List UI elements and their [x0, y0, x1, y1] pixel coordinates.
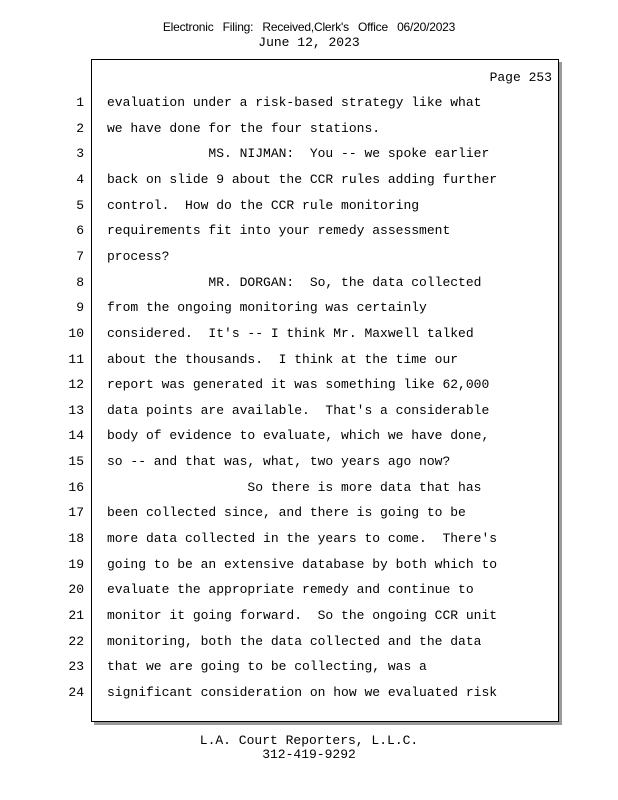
transcript-line: so -- and that was, what, two years ago now? [107, 454, 451, 469]
transcript-line: monitor it going forward. So the ongoing CCR unit [107, 608, 498, 623]
page-number: Page 253 [489, 70, 552, 85]
line-number: 23 [68, 659, 84, 674]
reporter-firm: L.A. Court Reporters, L.L.C. [199, 733, 419, 748]
line-number: 3 [76, 146, 84, 161]
transcript-line: body of evidence to evaluate, which we have done, [107, 428, 490, 443]
transcript-line: considered. It's -- I think Mr. Maxwell talked [107, 326, 474, 341]
transcript-line: more data collected in the years to come. There's [107, 531, 498, 546]
line-number: 6 [76, 223, 84, 238]
line-number: 4 [76, 172, 84, 187]
transcript-line: about the thousands. I think at the time our [107, 352, 459, 367]
transcript-line: we have done for the four stations. [107, 121, 381, 136]
line-number: 10 [68, 326, 84, 341]
transcript-line: MR. DORGAN: So, the data collected [107, 275, 482, 290]
transcript-line: been collected since, and there is going to be [107, 505, 466, 520]
line-number: 11 [68, 352, 84, 367]
line-number: 18 [68, 531, 84, 546]
filing-stamp: Electronic Filing: Received,Clerk's Office 06/20/2023 [162, 20, 456, 34]
transcript-line: data points are available. That's a considerable [107, 403, 490, 418]
transcript-line: that we are going to be collecting, was a [107, 659, 427, 674]
line-number: 2 [76, 121, 84, 136]
line-number: 5 [76, 198, 84, 213]
transcript-line: MS. NIJMAN: You -- we spoke earlier [107, 146, 490, 161]
line-number: 9 [76, 300, 84, 315]
line-number: 21 [68, 608, 84, 623]
transcript-line: So there is more data that has [107, 480, 482, 495]
line-number: 22 [68, 634, 84, 649]
transcript-line: evaluation under a risk-based strategy like what [107, 95, 482, 110]
transcript-line: control. How do the CCR rule monitoring [107, 198, 420, 213]
line-number: 20 [68, 582, 84, 597]
transcript-line: significant consideration on how we evaluated risk [107, 685, 498, 700]
line-number: 12 [68, 377, 84, 392]
transcript-line: process? [107, 249, 170, 264]
line-number: 13 [68, 403, 84, 418]
line-number: 14 [68, 428, 84, 443]
transcript-line: report was generated it was something like 62,000 [107, 377, 490, 392]
reporter-phone: 312-419-9292 [262, 747, 356, 762]
line-number: 8 [76, 275, 84, 290]
line-number: 16 [68, 480, 84, 495]
line-number: 24 [68, 685, 84, 700]
transcript-line: evaluate the appropriate remedy and continue to [107, 582, 474, 597]
hearing-date: June 12, 2023 [258, 35, 360, 50]
line-number: 17 [68, 505, 84, 520]
transcript-line: going to be an extensive database by both which to [107, 557, 498, 572]
transcript-line: back on slide 9 about the CCR rules adding further [107, 172, 498, 187]
line-number: 19 [68, 557, 84, 572]
transcript-line: monitoring, both the data collected and the data [107, 634, 482, 649]
line-number: 15 [68, 454, 84, 469]
line-number: 1 [76, 95, 84, 110]
transcript-line: from the ongoing monitoring was certainly [107, 300, 427, 315]
transcript-line: requirements fit into your remedy assessment [107, 223, 451, 238]
line-number: 7 [76, 249, 84, 264]
